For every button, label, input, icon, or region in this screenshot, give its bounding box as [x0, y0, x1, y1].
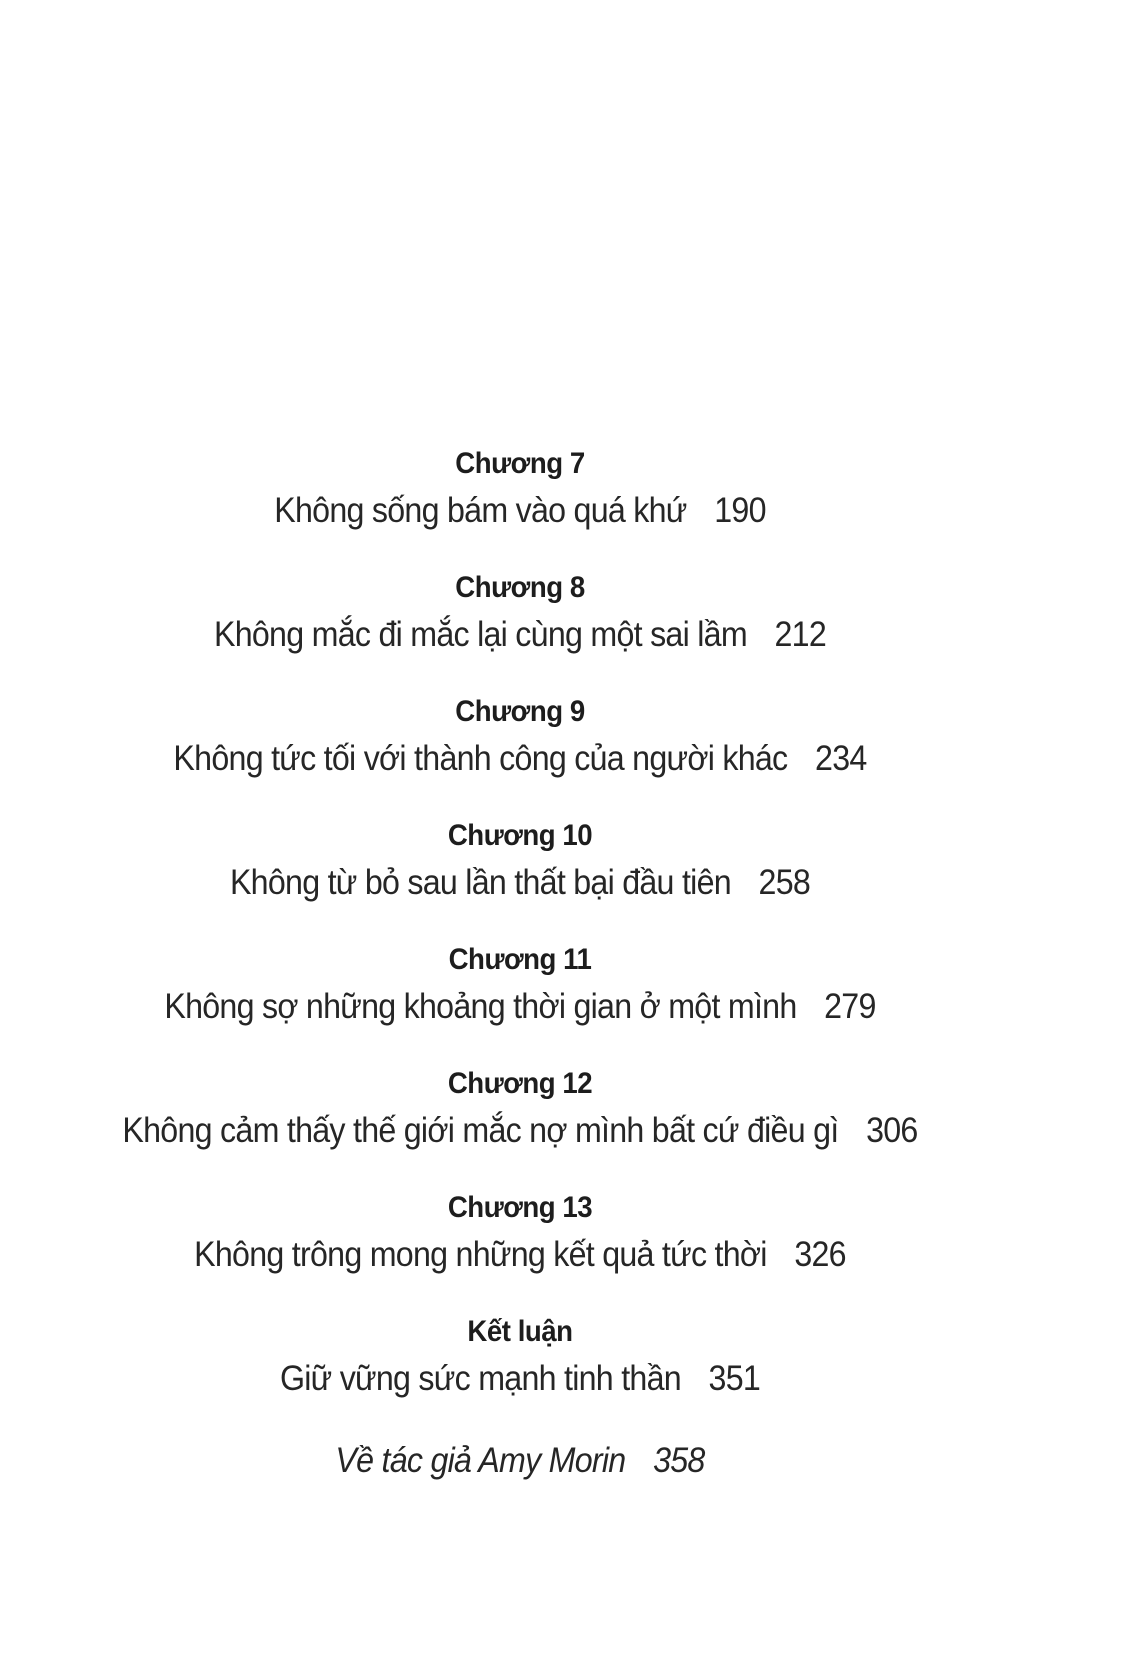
chapter-title-line	[42, 1108, 999, 1154]
chapter-title: Không cảm thấy thế giới mắc nợ mình bất cứ điều gì	[122, 1111, 839, 1150]
chapter-title: Không mắc đi mắc lại cùng một sai lầm	[213, 615, 747, 654]
page-number: 306	[866, 1111, 918, 1150]
chapter-title-line	[42, 488, 999, 534]
chapter-title-line	[42, 1232, 999, 1278]
page-number: 212	[774, 615, 827, 654]
page-number: 326	[794, 1235, 846, 1274]
chapter-heading: Chương 11	[448, 943, 592, 976]
chapter-heading: Chương 7	[455, 447, 585, 480]
chapter-title: Không trông mong những kết quả tức thời	[194, 1235, 767, 1274]
toc-entry	[42, 446, 999, 534]
page-number: 190	[714, 491, 766, 530]
toc-entry	[42, 1066, 999, 1154]
table-of-contents	[42, 0, 999, 1484]
page-number: 258	[758, 863, 811, 902]
about-author-line	[42, 1438, 999, 1484]
chapter-heading: Kết luận	[467, 1315, 573, 1348]
chapter-title-line	[42, 1356, 999, 1402]
chapter-title-line	[42, 984, 999, 1030]
chapter-heading: Chương 10	[447, 819, 593, 852]
chapter-title-line	[42, 612, 999, 658]
toc-entry	[42, 818, 999, 906]
chapter-heading: Chương 12	[447, 1067, 593, 1100]
chapter-title: Không từ bỏ sau lần thất bại đầu tiên	[229, 863, 731, 902]
toc-entry	[42, 942, 999, 1030]
chapter-title: Không sống bám vào quá khứ	[274, 491, 687, 530]
chapter-title: Không tức tối với thành công của người khác	[173, 739, 788, 778]
chapter-heading: Chương 9	[455, 695, 585, 728]
chapter-title: Không sợ những khoảng thời gian ở một mình	[164, 987, 797, 1026]
chapter-title-line	[42, 860, 999, 906]
chapter-heading: Chương 13	[447, 1191, 593, 1224]
page-number: 351	[708, 1359, 761, 1398]
about-author-title: Về tác giả Amy Morin	[335, 1441, 626, 1480]
toc-entry	[42, 570, 999, 658]
chapter-title-line	[42, 736, 999, 782]
chapter-title: Giữ vững sức mạnh tinh thần	[279, 1359, 681, 1398]
page-number: 358	[653, 1441, 705, 1480]
toc-entry	[42, 1314, 999, 1402]
page-number: 279	[824, 987, 876, 1026]
toc-entry	[42, 694, 999, 782]
chapter-heading: Chương 8	[455, 571, 585, 604]
page-number: 234	[815, 739, 867, 778]
toc-entry	[42, 1190, 999, 1278]
